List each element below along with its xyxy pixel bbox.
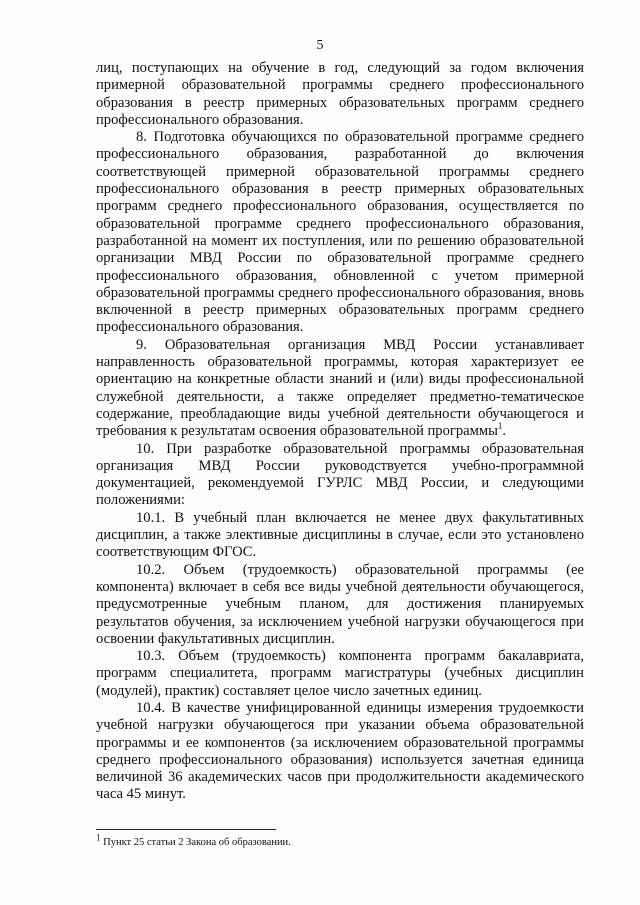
paragraph-10-1: 10.1. В учебный план включается не менее двух факультативных дисциплин, а также элективные дисциплины в случае, если это установлено соответствующим ФГОС.: [96, 509, 584, 561]
footnote: [96, 832, 576, 849]
document-body: [96, 60, 584, 804]
footnote-text: Пункт 25 статьи 2 Закона об образовании.: [103, 837, 291, 848]
paragraph-9-period: .: [502, 423, 507, 440]
paragraph-10: 10. При разработке образовательной программы образовательная организация МВД России руководствуется учебно-программной документацией, рекомендуемой ГУРЛС МВД России, и следующими положениями:: [96, 440, 584, 509]
paragraph-10-2: 10.2. Объем (трудоемкость) образовательной программы (ее компонента) включает в себя все виды учебной деятельности обучающегося, предусмотренные учебным планом, для достижения планируемых результатов обучения, за исключением учебной нагрузки обучающегося при освоении факультативных дисциплин.: [96, 561, 584, 647]
paragraph-continuation: лиц, поступающих на обучение в год, следующий за годом включения примерной образовательной программы среднего профессионального образования в реестр примерных образовательных программ среднего профессионального образования.: [96, 60, 584, 128]
paragraph-9-text: 9. Образовательная организация МВД России устанавливает направленность образовательной программы, которая характеризует ее ориентацию на конкретные области знаний и (или) виды профессиональной служебной деятельности, а также определяет предметно-тематическое содержание, преобладающие виды учебной деятельности обучающегося и требования к результатам освоения образовательной программы: [96, 336, 584, 440]
footnote-reference[interactable]: 1: [497, 421, 503, 432]
paragraph-10-4: 10.4. В качестве унифицированной единицы измерения трудоемкости учебной нагрузки обучающегося при указании объема образовательной программы и ее компонентов (за исключением образовательной программы среднего профессионального образования) используется зачетная единица величиной 36 академических часов при продолжительности академического часа 45 минут.: [96, 699, 584, 803]
footnote-divider: [96, 829, 276, 830]
paragraph-8: 8. Подготовка обучающихся по образовательной программе среднего профессионального образования, разработанной до включения соответствующей примерной образовательной программы среднего профессионального образования в реестр примерных образовательных программ среднего профессионального образования, осуществляется по образовательной программе среднего профессионального образования, разработанной на момент их поступления, или по решению образовательной организации МВД России по образовательной программе среднего профессионального образования, обновленной с учетом примерной образовательной программы среднего профессионального образования, вновь включенной в реестр примерных образовательных программ среднего профессионального образования.: [96, 129, 584, 336]
paragraph-10-3: 10.3. Объем (трудоемкость) компонента программ бакалавриата, программ специалитета, программ магистратуры (учебных дисциплин (модулей), практик) составляет целое число зачетных единиц.: [96, 648, 584, 699]
footnote-mark: 1: [96, 832, 101, 843]
page-number: 5: [316, 38, 324, 53]
paragraph-9: [96, 337, 584, 441]
